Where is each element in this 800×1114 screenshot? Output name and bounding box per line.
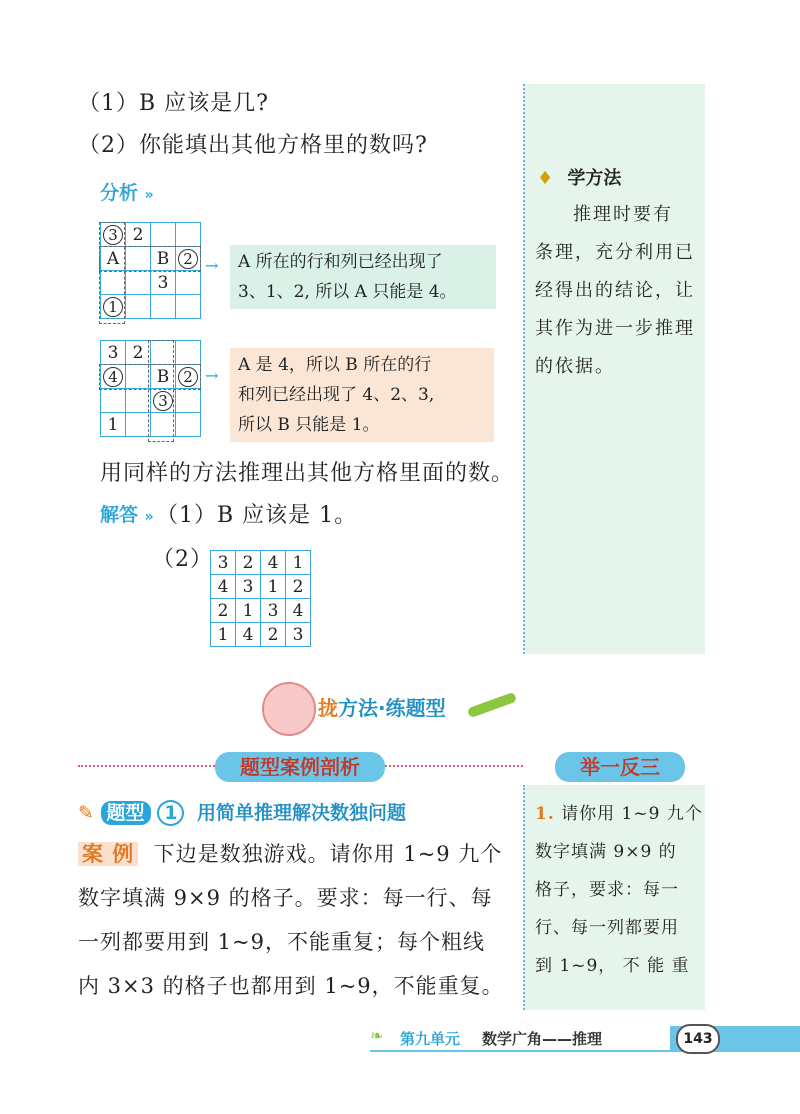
grid-cell: 3 (151, 271, 176, 295)
grid-cell: 1 (211, 623, 236, 647)
grid-cell: 1 (236, 599, 261, 623)
grid-cell: B (151, 365, 176, 389)
analysis-grid-2 (100, 340, 201, 437)
grid-cell (176, 413, 201, 437)
grid-cell: 3 (236, 575, 261, 599)
grid-cell: 1 (101, 295, 126, 319)
grid-cell: B (151, 247, 176, 271)
grid-cell (176, 389, 201, 413)
answer-label: 解答 » (100, 504, 154, 526)
sidebar-text: 推理时要有 条理，充分利用已 经得出的结论，让 其作为进一步推理 的依据。 (535, 204, 695, 377)
page-number: 143 (676, 1024, 720, 1054)
practice-title: 举一反三 (555, 752, 685, 782)
grid-cell: 4 (286, 599, 311, 623)
grid-cell: 1 (261, 575, 286, 599)
grid-cell: 4 (261, 551, 286, 575)
grid-cell: 3 (101, 223, 126, 247)
grid-cell: 2 (211, 599, 236, 623)
grid-cell: 3 (211, 551, 236, 575)
grid-cell (151, 223, 176, 247)
sidebar-title: ♦ 学方法 (537, 168, 622, 189)
grid-cell: 3 (101, 341, 126, 365)
pencil-icon: ✎ (78, 802, 94, 824)
grid-cell (176, 341, 201, 365)
grid-cell: 2 (126, 223, 151, 247)
method-sidebar (523, 84, 705, 654)
grid-cell: 2 (176, 247, 201, 271)
grid-cell: 4 (211, 575, 236, 599)
arrow-icon: → (205, 366, 219, 385)
answer-2-label: （2） (152, 547, 213, 572)
analysis-note-2: A 是 4，所以 B 所在的行 和列已经出现了 4、2、3, 所以 B 只能是 1。 (230, 348, 494, 442)
arrow-icon: → (205, 256, 219, 275)
grid-cell: 1 (286, 551, 311, 575)
grid-cell (151, 295, 176, 319)
grid-cell (176, 223, 201, 247)
grid-cell: 4 (236, 623, 261, 647)
question-2: （2）你能填出其他方格里的数吗? (78, 133, 428, 158)
answer-grid (210, 550, 311, 647)
answer-1: （1）B 应该是 1。 (156, 503, 358, 528)
analysis-grid-1 (100, 222, 201, 319)
grid-cell: 3 (286, 623, 311, 647)
grid-cell: A (101, 247, 126, 271)
grid-cell: 3 (151, 389, 176, 413)
grid-cell: 2 (261, 623, 286, 647)
type-heading: ✎ 题型 1 用简单推理解决数独问题 (78, 802, 407, 824)
method-text: 用同样的方法推理出其他方格里面的数。 (100, 461, 515, 486)
grid-cell (126, 389, 151, 413)
analysis-note-1: A 所在的行和列已经出现了 3、1、2, 所以 A 只能是 4。 (230, 245, 496, 309)
grid-cell: 2 (286, 575, 311, 599)
grid-cell (126, 295, 151, 319)
grid-cell (176, 271, 201, 295)
grid-cell (176, 295, 201, 319)
lamp-icon: ♦ (537, 168, 554, 189)
leaf-icon: ❧ (370, 1026, 384, 1045)
grid-cell (101, 389, 126, 413)
footer: ❧ 第九单元 数学广角——推理 143 (370, 1020, 800, 1052)
case-text: 案 例 下边是数独游戏。请你用 1~9 九个 数字填满 9×9 的格子。要求：每一行、每 一列都要用到 1~9，不能重复；每个粗线 内 3×3 的格子也都用到 1~9，不能重复。 (78, 842, 504, 998)
section-banner: 拢方法·练题型 (262, 672, 512, 732)
question-1: （1）B 应该是几? (78, 91, 269, 116)
grid-cell: 2 (126, 341, 151, 365)
snail-icon (262, 682, 316, 736)
analysis-label: 分析 » (100, 182, 154, 204)
grid-cell (126, 271, 151, 295)
grid-cell: 2 (176, 365, 201, 389)
grid-cell (126, 413, 151, 437)
grid-cell: 4 (101, 365, 126, 389)
practice-box: 1. 请你用 1~9 九个 数字填满 9×9 的 格子，要求：每一 行、每一列都要用 到 1~9， 不 能 重 (523, 785, 705, 1010)
grid-cell: 2 (236, 551, 261, 575)
grid-cell: 1 (101, 413, 126, 437)
leaf-icon (467, 692, 517, 718)
grid-cell: 3 (261, 599, 286, 623)
case-title: 题型案例剖析 (215, 752, 385, 782)
